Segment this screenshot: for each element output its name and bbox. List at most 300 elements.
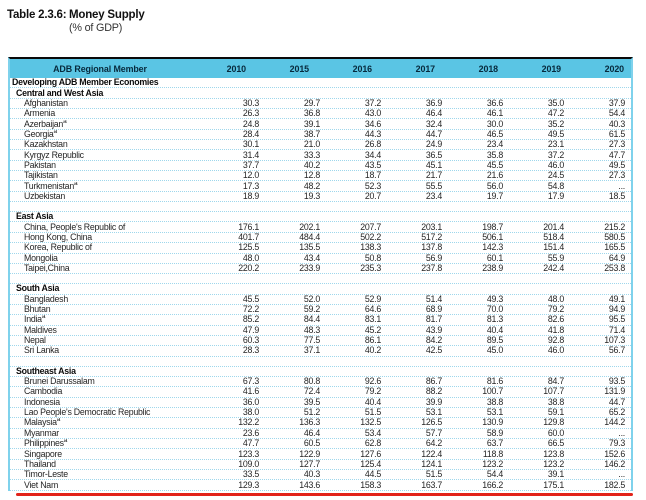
table-row <box>10 254 631 264</box>
table-row <box>10 192 631 202</box>
cell-value: 123.8 <box>543 448 564 459</box>
table-header-row <box>10 59 631 78</box>
row-label: Southeast Asia <box>16 366 76 376</box>
row-label: Turkmenistan$^a$ <box>24 181 78 191</box>
cell-value: 36.9 <box>425 97 442 108</box>
cell-value: 84.2 <box>425 335 442 346</box>
cell-value: 37.7 <box>242 159 259 170</box>
cell-value: 92.8 <box>547 335 564 346</box>
table-row <box>10 346 631 356</box>
table-row <box>10 305 631 315</box>
cell-value: 46.0 <box>547 345 564 356</box>
row-label: Nepal <box>24 336 46 346</box>
cell-value: 127.7 <box>299 458 320 469</box>
cell-value: 20.7 <box>364 190 381 201</box>
cell-value: 51.5 <box>364 407 381 418</box>
cell-value: 49.5 <box>547 128 564 139</box>
cell-value: 100.7 <box>482 386 503 397</box>
cell-value: 142.3 <box>482 242 503 253</box>
cell-value: 44.7 <box>425 128 442 139</box>
cell-value: 61.5 <box>608 128 625 139</box>
cell-value: 37.9 <box>608 97 625 108</box>
cell-value: 237.8 <box>421 263 442 274</box>
table-row <box>10 150 631 160</box>
cell-value: 129.8 <box>543 417 564 428</box>
row-label: East Asia <box>16 212 54 222</box>
cell-value: 62.8 <box>364 438 381 449</box>
cell-value: 233.9 <box>299 263 320 274</box>
cell-value: 56.0 <box>486 180 503 191</box>
cell-value: 89.5 <box>486 335 503 346</box>
cell-value: 46.1 <box>486 108 503 119</box>
cell-value: 40.4 <box>486 324 503 335</box>
cell-value: 47.7 <box>242 438 259 449</box>
cell-value: 51.5 <box>425 469 442 480</box>
cell-value: 39.1 <box>547 469 564 480</box>
cell-value: 23.6 <box>242 427 259 438</box>
cell-value: 484.4 <box>299 231 320 242</box>
footnote-marker: a <box>73 181 78 187</box>
cell-value: 47.2 <box>547 108 564 119</box>
cell-value: 18.5 <box>608 190 625 201</box>
cell-value: 32.4 <box>425 118 442 129</box>
cell-value: 126.5 <box>421 417 442 428</box>
cell-value: 52.9 <box>364 293 381 304</box>
cell-value: 12.8 <box>303 170 320 181</box>
cell-value: 122.9 <box>299 448 320 459</box>
cell-value: 42.5 <box>425 345 442 356</box>
table-name: Money Supply <box>69 9 145 21</box>
cell-value: 81.7 <box>425 314 442 325</box>
footnote-marker: a <box>53 129 57 135</box>
cell-value: 29.7 <box>303 97 320 108</box>
cell-value: 55.5 <box>425 180 442 191</box>
cell-value: 44.5 <box>364 469 381 480</box>
table-row <box>10 439 631 449</box>
section-row <box>10 367 631 377</box>
cell-value: 81.6 <box>486 376 503 387</box>
cell-value: 46.4 <box>303 427 320 438</box>
header-year-2020: 2020 <box>604 63 624 74</box>
footnote-marker: a <box>41 315 46 321</box>
cell-value: 72.2 <box>242 304 259 315</box>
cell-value: 401.7 <box>238 231 259 242</box>
cell-value: 82.6 <box>547 314 564 325</box>
cell-value: 40.3 <box>303 469 320 480</box>
cell-value: 51.4 <box>425 293 442 304</box>
row-label: Georgia$^a$ <box>24 129 57 139</box>
row-label: Cambodia <box>24 387 63 397</box>
cell-value: ... <box>618 427 625 438</box>
cell-value: 93.5 <box>608 376 625 387</box>
cell-value: 235.3 <box>360 263 381 274</box>
cell-value: 36.5 <box>425 149 442 160</box>
cell-value: 151.4 <box>543 242 564 253</box>
cell-value: 137.8 <box>421 242 442 253</box>
table-row <box>10 109 631 119</box>
cell-value: 23.4 <box>425 190 442 201</box>
row-label: Uzbekistan <box>24 191 66 201</box>
cell-value: 24.9 <box>425 139 442 150</box>
cell-value: 19.3 <box>303 190 320 201</box>
cell-value: 41.8 <box>547 324 564 335</box>
row-label: Thailand <box>24 459 56 469</box>
table-row <box>10 233 631 243</box>
row-label: Bhutan <box>24 305 51 315</box>
cell-value: 132.5 <box>360 417 381 428</box>
row-label: China, People's Republic of <box>24 222 126 232</box>
cell-value: 49.1 <box>608 293 625 304</box>
cell-value: 53.1 <box>486 407 503 418</box>
header-adb-regional-member: ADB Regional Member <box>53 63 147 74</box>
red-underline-annotation <box>16 493 633 496</box>
cell-value: 24.5 <box>547 170 564 181</box>
row-label: Myanmar <box>24 428 59 438</box>
cell-value: 163.7 <box>421 479 442 490</box>
cell-value: 86.1 <box>364 335 381 346</box>
table-row <box>10 264 631 274</box>
cell-value: 56.7 <box>608 345 625 356</box>
cell-value: 182.5 <box>604 479 625 490</box>
cell-value: 502.2 <box>360 231 381 242</box>
cell-value: 35.0 <box>547 97 564 108</box>
table-row <box>10 418 631 428</box>
cell-value: 48.0 <box>547 293 564 304</box>
cell-value: 37.2 <box>364 97 381 108</box>
cell-value: ... <box>618 469 625 480</box>
cell-value: 45.2 <box>364 324 381 335</box>
table-body <box>10 78 631 491</box>
cell-value: 51.2 <box>303 407 320 418</box>
row-label: Mongolia <box>24 253 58 263</box>
cell-value: 60.3 <box>242 335 259 346</box>
cell-value: 63.7 <box>486 438 503 449</box>
cell-value: 517.2 <box>421 231 442 242</box>
cell-value: 43.9 <box>425 324 442 335</box>
cell-value: 125.4 <box>360 458 381 469</box>
cell-value: 123.2 <box>482 458 503 469</box>
cell-value: 48.2 <box>303 180 320 191</box>
footnote-marker: a <box>56 418 61 424</box>
cell-value: 46.4 <box>425 108 442 119</box>
cell-value: 79.2 <box>547 304 564 315</box>
cell-value: 36.0 <box>242 396 259 407</box>
cell-value: 54.4 <box>608 108 625 119</box>
cell-value: 88.2 <box>425 386 442 397</box>
row-label: Viet Nam <box>24 480 59 490</box>
cell-value: 49.5 <box>608 159 625 170</box>
cell-value: 43.5 <box>364 159 381 170</box>
row-label: Pakistan <box>24 160 56 170</box>
cell-value: 124.1 <box>421 458 442 469</box>
cell-value: 21.7 <box>425 170 442 181</box>
section-row <box>10 284 631 294</box>
cell-value: 580.5 <box>604 231 625 242</box>
cell-value: 43.0 <box>364 108 381 119</box>
row-label: Timor-Leste <box>24 470 68 480</box>
cell-value: 24.8 <box>242 118 259 129</box>
cell-value: 52.3 <box>364 180 381 191</box>
row-label: Kyrgyz Republic <box>24 150 84 160</box>
cell-value: 49.3 <box>486 293 503 304</box>
row-label: Tajikistan <box>24 171 58 181</box>
cell-value: 35.2 <box>547 118 564 129</box>
cell-value: 27.3 <box>608 170 625 181</box>
cell-value: 40.3 <box>608 118 625 129</box>
cell-value: 201.4 <box>543 221 564 232</box>
cell-value: 26.3 <box>242 108 259 119</box>
cell-value: 23.1 <box>547 139 564 150</box>
row-label: Armenia <box>24 109 56 119</box>
table-row <box>10 480 631 490</box>
cell-value: 40.2 <box>303 159 320 170</box>
table-row <box>10 161 631 171</box>
section-gap <box>10 202 631 212</box>
cell-value: 28.4 <box>242 128 259 139</box>
cell-value: 71.4 <box>608 324 625 335</box>
table-number: Table 2.3.6: <box>7 9 67 21</box>
cell-value: 95.5 <box>608 314 625 325</box>
cell-value: 94.9 <box>608 304 625 315</box>
cell-value: 202.1 <box>299 221 320 232</box>
cell-value: 17.3 <box>242 180 259 191</box>
cell-value: 166.2 <box>482 479 503 490</box>
cell-value: 36.6 <box>486 97 503 108</box>
cell-value: 175.1 <box>543 479 564 490</box>
cell-value: 38.0 <box>242 407 259 418</box>
cell-value: 107.7 <box>543 386 564 397</box>
cell-value: 33.5 <box>242 469 259 480</box>
row-label: South Asia <box>16 284 60 294</box>
table-row <box>10 377 631 387</box>
header-year-2017: 2017 <box>415 63 435 74</box>
cell-value: 138.3 <box>360 242 381 253</box>
cell-value: 40.2 <box>364 345 381 356</box>
section-row <box>10 212 631 222</box>
row-label: Kazakhstan <box>24 140 68 150</box>
cell-value: 41.6 <box>242 386 259 397</box>
cell-value: 118.8 <box>482 448 503 459</box>
cell-value: 39.1 <box>303 118 320 129</box>
header-year-2019: 2019 <box>541 63 561 74</box>
table-title-main <box>69 9 145 34</box>
cell-value: 72.4 <box>303 386 320 397</box>
cell-value: 165.5 <box>604 242 625 253</box>
cell-value: 84.7 <box>547 376 564 387</box>
cell-value: 86.7 <box>425 376 442 387</box>
table-title <box>0 0 646 34</box>
table-row <box>10 222 631 232</box>
cell-value: 27.3 <box>608 139 625 150</box>
table-row <box>10 130 631 140</box>
cell-value: 21.0 <box>303 139 320 150</box>
cell-value: 242.4 <box>543 263 564 274</box>
cell-value: 34.4 <box>364 149 381 160</box>
cell-value: 198.7 <box>482 221 503 232</box>
cell-value: 38.8 <box>547 396 564 407</box>
cell-value: 44.7 <box>608 396 625 407</box>
cell-value: 38.8 <box>486 396 503 407</box>
cell-value: 23.4 <box>486 139 503 150</box>
cell-value: 66.5 <box>547 438 564 449</box>
cell-value: 43.4 <box>303 252 320 263</box>
cell-value: 53.1 <box>425 407 442 418</box>
cell-value: 127.6 <box>360 448 381 459</box>
cell-value: 77.5 <box>303 335 320 346</box>
section-gap <box>10 274 631 284</box>
cell-value: 54.4 <box>486 469 503 480</box>
cell-value: 123.3 <box>238 448 259 459</box>
cell-value: 64.9 <box>608 252 625 263</box>
cell-value: 39.9 <box>425 396 442 407</box>
cell-value: 45.5 <box>242 293 259 304</box>
cell-value: 79.2 <box>364 386 381 397</box>
cell-value: 135.5 <box>299 242 320 253</box>
cell-value: 506.1 <box>482 231 503 242</box>
cell-value: 54.8 <box>547 180 564 191</box>
cell-value: 136.3 <box>299 417 320 428</box>
cell-value: 31.4 <box>242 149 259 160</box>
cell-value: 46.0 <box>547 159 564 170</box>
table-row <box>10 99 631 109</box>
cell-value: 144.2 <box>604 417 625 428</box>
table-row <box>10 336 631 346</box>
row-label: Hong Kong, China <box>24 232 92 242</box>
cell-value: 123.2 <box>543 458 564 469</box>
cell-value: 130.9 <box>482 417 503 428</box>
money-supply-table <box>8 57 633 491</box>
section-row <box>10 88 631 98</box>
row-label: Singapore <box>24 449 62 459</box>
table-row <box>10 140 631 150</box>
table-row <box>10 460 631 470</box>
cell-value: 58.9 <box>486 427 503 438</box>
cell-value: 65.2 <box>608 407 625 418</box>
cell-value: 37.1 <box>303 345 320 356</box>
cell-value: 152.6 <box>604 448 625 459</box>
cell-value: 143.6 <box>299 479 320 490</box>
row-label: Korea, Republic of <box>24 243 92 253</box>
cell-value: 132.2 <box>238 417 259 428</box>
table-row <box>10 398 631 408</box>
cell-value: 56.9 <box>425 252 442 263</box>
cell-value: 17.9 <box>547 190 564 201</box>
cell-value: 38.7 <box>303 128 320 139</box>
cell-value: 57.7 <box>425 427 442 438</box>
cell-value: 21.6 <box>486 170 503 181</box>
table-row <box>10 387 631 397</box>
cell-value: 518.4 <box>543 231 564 242</box>
row-label: Taipei,China <box>24 264 70 274</box>
cell-value: 45.5 <box>486 159 503 170</box>
cell-value: 37.2 <box>547 149 564 160</box>
cell-value: 30.0 <box>486 118 503 129</box>
row-label: Afghanistan <box>24 98 68 108</box>
table-row <box>10 119 631 129</box>
row-label: Azerbaijan$^a$ <box>24 119 67 129</box>
row-label: India$^a$ <box>24 315 46 325</box>
row-label: Sri Lanka <box>24 346 59 356</box>
cell-value: 83.1 <box>364 314 381 325</box>
cell-value: 60.1 <box>486 252 503 263</box>
cell-value: 80.8 <box>303 376 320 387</box>
cell-value: 125.5 <box>238 242 259 253</box>
cell-value: 59.2 <box>303 304 320 315</box>
cell-value: 36.8 <box>303 108 320 119</box>
row-label: Maldives <box>24 325 57 335</box>
table-row <box>10 408 631 418</box>
cell-value: 220.2 <box>238 263 259 274</box>
cell-value: 60.5 <box>303 438 320 449</box>
row-label: Indonesia <box>24 397 60 407</box>
cell-value: 33.3 <box>303 149 320 160</box>
cell-value: 158.3 <box>360 479 381 490</box>
cell-value: 109.0 <box>238 458 259 469</box>
cell-value: 59.1 <box>547 407 564 418</box>
cell-value: 68.9 <box>425 304 442 315</box>
footnote-marker: a <box>63 119 67 125</box>
cell-value: 19.7 <box>486 190 503 201</box>
cell-value: 85.2 <box>242 314 259 325</box>
cell-value: 60.0 <box>547 427 564 438</box>
header-year-2015: 2015 <box>289 63 309 74</box>
cell-value: 146.2 <box>604 458 625 469</box>
table-row <box>10 470 631 480</box>
cell-value: 26.8 <box>364 139 381 150</box>
cell-value: 30.1 <box>242 139 259 150</box>
cell-value: 70.0 <box>486 304 503 315</box>
cell-value: 48.3 <box>303 324 320 335</box>
header-year-2018: 2018 <box>478 63 498 74</box>
cell-value: 92.6 <box>364 376 381 387</box>
row-label: Philippines$^a$ <box>24 439 68 449</box>
cell-value: 12.0 <box>242 170 259 181</box>
footnote-marker: a <box>63 439 68 445</box>
row-label: Malaysia$^a$ <box>24 418 61 428</box>
cell-value: 35.8 <box>486 149 503 160</box>
cell-value: 18.9 <box>242 190 259 201</box>
cell-value: 207.7 <box>360 221 381 232</box>
cell-value: 129.3 <box>238 479 259 490</box>
row-label: Bangladesh <box>24 294 68 304</box>
row-label: Developing ADB Member Economies <box>12 78 159 88</box>
cell-value: 40.4 <box>364 396 381 407</box>
table-row <box>10 243 631 253</box>
cell-value: 176.1 <box>238 221 259 232</box>
section-gap <box>10 357 631 367</box>
cell-value: 47.9 <box>242 324 259 335</box>
cell-value: 52.0 <box>303 293 320 304</box>
cell-value: 131.9 <box>604 386 625 397</box>
row-label: Brunei Darussalam <box>24 377 95 387</box>
cell-value: ... <box>618 180 625 191</box>
header-year-2010: 2010 <box>226 63 246 74</box>
table-row <box>10 181 631 191</box>
table-row <box>10 295 631 305</box>
table-row <box>10 449 631 459</box>
cell-value: 45.0 <box>486 345 503 356</box>
row-label: Central and West Asia <box>16 88 104 98</box>
table-row <box>10 171 631 181</box>
cell-value: 50.8 <box>364 252 381 263</box>
table-row <box>10 315 631 325</box>
cell-value: 48.0 <box>242 252 259 263</box>
table-row <box>10 326 631 336</box>
cell-value: 64.6 <box>364 304 381 315</box>
cell-value: 47.7 <box>608 149 625 160</box>
cell-value: 53.4 <box>364 427 381 438</box>
cell-value: 45.1 <box>425 159 442 170</box>
